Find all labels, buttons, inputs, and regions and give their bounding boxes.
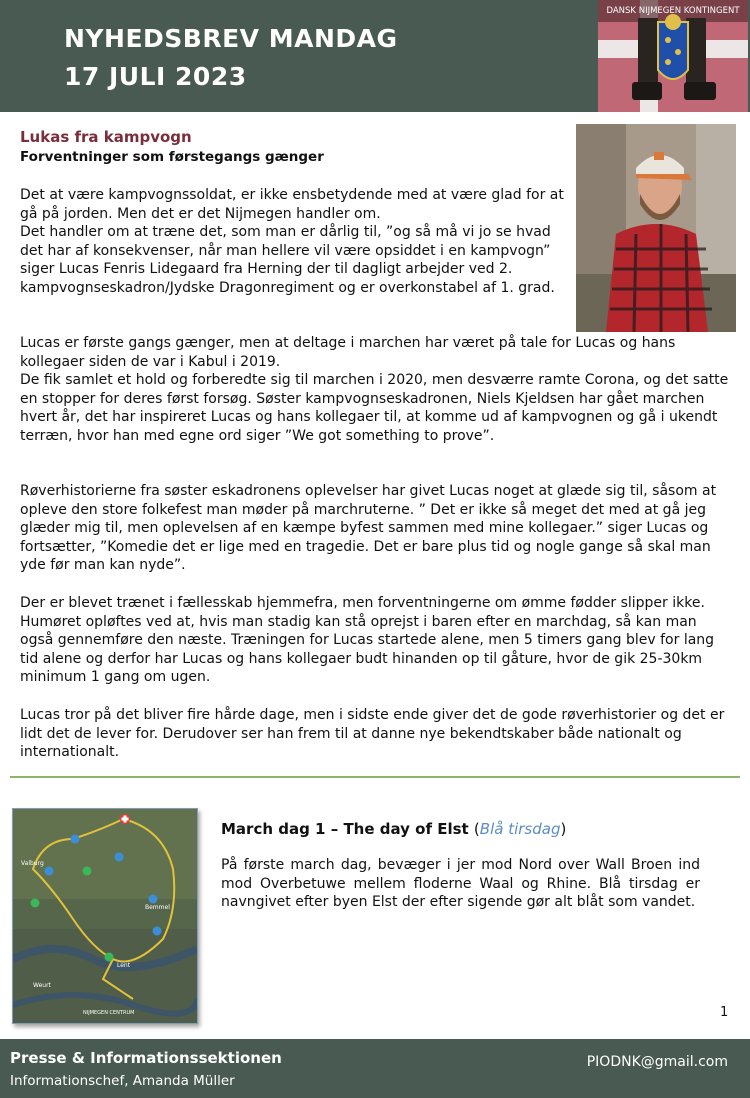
- article-paragraph-3: Røverhistorierne fra søster eskadronens oplevelser har givet Lucas noget at glæde sig til, såsom at opleve den store folkefest man møder på marchruterne. ” Det er ikke så meget det med at gå jeg glæder mig til, men oplevelsen af en kæmpe byfest sammen med mine kollegaer.” siger Lucas og fortsætter, ”Komedie det er lige med en tragedie. Det er bare plus tid og nogle gange så skal man yde før man kan nyde”.: [20, 483, 717, 573]
- contingent-logo: [598, 0, 748, 112]
- footer-chief-name: Informationschef, Amanda Müller: [10, 1073, 235, 1089]
- article-paragraph-4: Der er blevet trænet i fællesskab hjemmefra, men forventningerne om ømme fødder slipper ikke. Humøret opløftes ved at, hvis man stadig kan stå oprejst i baren efter en marchdag, så kan man også gennemføre den næste. Træningen for Lucas startede alene, men 5 timers gang blev for lang tid alene og derfor har Lucas og hans kollegaer budt hinanden op til gåture, hvor de gik 25-30km minimum 1 gang om ugen.: [20, 595, 715, 685]
- map-label-weurt: Weurt: [33, 982, 51, 989]
- newsletter-date: 17 JULI 2023: [64, 62, 247, 91]
- first-aid-icon: [120, 814, 130, 824]
- soldier-photo: [576, 124, 736, 332]
- map-label-centrum: NIJMEGEN CENTRUM: [83, 1010, 135, 1016]
- coat-of-arms-icon: [658, 14, 688, 79]
- footer-section-name: Presse & Informationssektionen: [10, 1049, 282, 1067]
- article-paragraph-2: Lucas er første gangs gænger, men at deltage i marchen har været på tale for Lucas og hans kollegaer siden de var i Kabul i 2019. De fik samlet et hold og forberedte sig til marchen i 2020, men desværre ramte Corona, og det satte en stopper for deres først forsøg. Søster kampvognseskadronen, Niels Kjeldsen har gået marchen hvert år, det har inspireret Lucas og hans kollegaer til, at komme ud af kampvognen og gå i ukendt terræn, hvor han med egne ord siger ”We got something to prove”.: [20, 335, 729, 444]
- march-title: [221, 820, 566, 838]
- newsletter-footer: [0, 1039, 750, 1098]
- article-paragraph-5: Lucas tror på det bliver fire hårde dage, men i sidste ende giver det de gode røverhistorier og det er lidt det de lever for. Derudover ser han frem til at danne nye bekendtskaber både nationalt og internationalt.: [20, 707, 725, 760]
- logo-flag-graphic: [598, 0, 748, 112]
- section-divider: [10, 776, 740, 778]
- article-subtitle: Forventninger som førstegangs gænger: [20, 149, 324, 165]
- newsletter-header: [0, 0, 750, 112]
- page-number: 1: [720, 1005, 729, 1020]
- article-title: Lukas fra kampvogn: [20, 128, 192, 146]
- article-paragraph-1: Det at være kampvognssoldat, er ikke ensbetydende med at være glad for at gå på jorden. Men det er det Nijmegen handler om. Det handler om at træne det, som man er dårlig til, ”og så må vi jo se hvad det har af konsekvenser, når man hellere vil være opsiddet i en kampvogn” siger Lucas Fenris Lidegaard fra Herning der til dagligt arbejder ved 2. kampvognseskadron/Jydske Dragonregiment og er overkonstabel af 1. grad.: [20, 187, 564, 296]
- footer-email: PIODNK@gmail.com: [586, 1054, 728, 1070]
- march-day-tag: Blå tirsdag: [479, 820, 561, 838]
- logo-caption: DANSK NIJMEGEN KONTINGENT: [606, 6, 740, 16]
- march-title-text: March dag 1 – The day of Elst: [221, 820, 469, 838]
- portrait-image: [576, 124, 736, 332]
- march-paren-close: ): [560, 820, 567, 838]
- map-label-valburg: Valburg: [21, 860, 44, 867]
- march-paren-open: (: [473, 820, 480, 838]
- route-map-graphic: [13, 809, 197, 1023]
- route-map: [12, 808, 198, 1024]
- map-label-lent: Lent: [117, 962, 131, 969]
- newsletter-title: NYHEDSBREV MANDAG: [64, 24, 398, 53]
- map-label-bemmel: Bemmel: [145, 904, 170, 911]
- march-description: På første march dag, bevæger i jer mod Nord over Wall Broen ind mod Overbetuwe mellem floderne Waal og Rhine. Blå tirsdag er navngivet efter byen Elst der efter sigende gør alt blåt som vandet.: [221, 857, 700, 910]
